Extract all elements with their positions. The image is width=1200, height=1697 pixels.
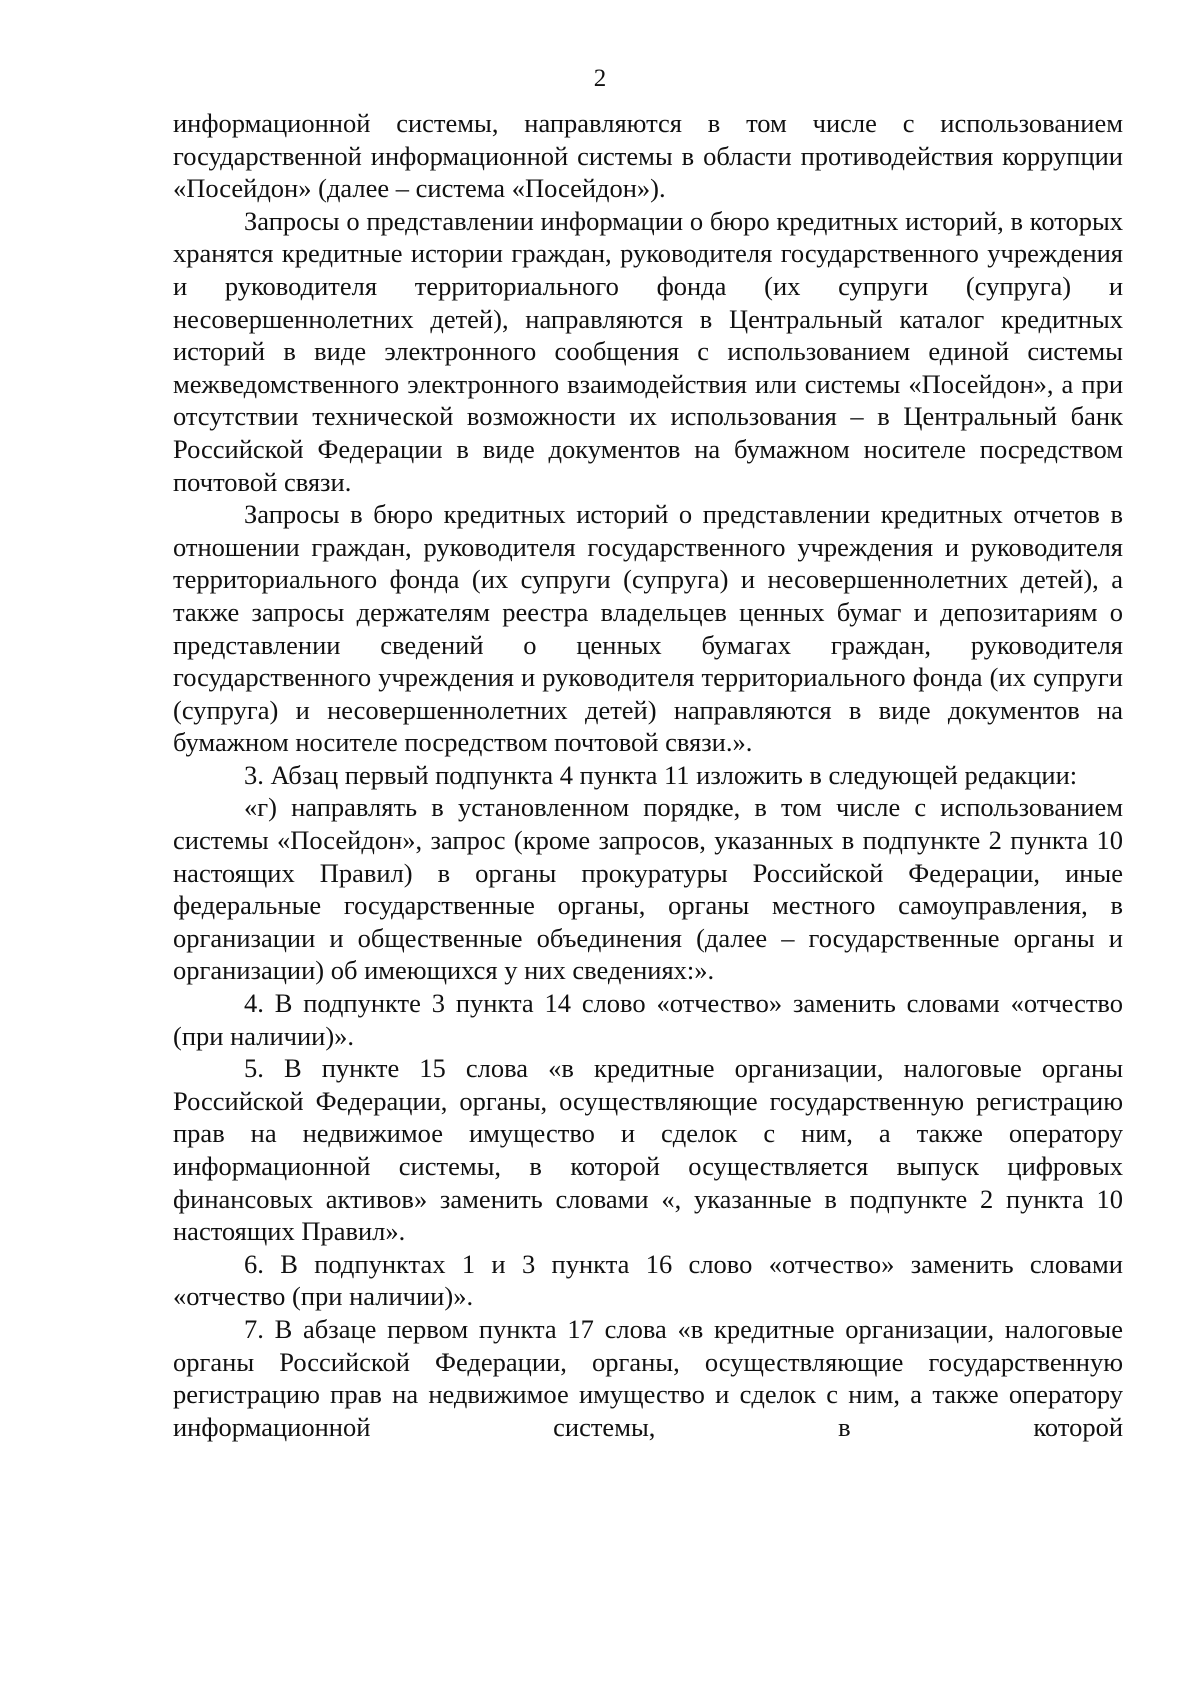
- paragraph-item-4: 4. В подпункте 3 пункта 14 слово «отчество» заменить словами «отчество (при наличии)».: [173, 988, 1123, 1051]
- document-body: [173, 107, 1123, 1443]
- paragraph-item-3-text: «г) направлять в установленном порядке, в том числе с использованием системы «Посейдон», запрос (кроме запросов, указанных в подпункте 2 пункта 10 настоящих Правил) в органы прокуратуры Российской Федерации, иные федеральные государственные органы, органы местного самоуправления, в организации и общественные объединения (далее – государственные органы и организации) об имеющихся у них сведениях:».: [173, 792, 1123, 986]
- paragraph-item-7: 7. В абзаце первом пункта 17 слова «в кредитные организации, налоговые органы Российской Федерации, органы, осуществляющие государственную регистрацию прав на недвижимое имущество и сделок с ним, а также оператору информационной системы, в которой: [173, 1313, 1123, 1442]
- page-number: 2: [593, 65, 607, 92]
- paragraph-item-5: 5. В пункте 15 слова «в кредитные организации, налоговые органы Российской Федерации, органы, осуществляющие государственную регистрацию прав на недвижимое имущество и сделок с ним, а также оператору информационной системы, в которой осуществляется выпуск цифровых финансовых активов» заменить словами «, указанные в подпункте 2 пункта 10 настоящих Правил».: [173, 1053, 1123, 1247]
- paragraph-item-6: 6. В подпунктах 1 и 3 пункта 16 слово «отчество» заменить словами «отчество (при наличии)».: [173, 1248, 1123, 1312]
- paragraph-credit-history-info-requests: Запросы о представлении информации о бюро кредитных историй, в которых хранятся кредитные истории граждан, руководителя государственного учреждения и руководителя территориального фонда (их супруги (супруга) и несовершеннолетних детей), направляются в Центральный каталог кредитных историй в виде электронного сообщения с использованием единой системы межведомственного электронного взаимодействия или системы «Посейдон», а при отсутствии технической возможности их использования – в Центральный банк Российской Федерации в виде документов на бумажном носителе посредством почтовой связи.: [173, 205, 1123, 497]
- paragraph-credit-report-requests: Запросы в бюро кредитных историй о представлении кредитных отчетов в отношении граждан, руководителя государственного учреждения и руководителя территориального фонда (их супруги (супруга) и несовершеннолетних детей), а также запросы держателям реестра владельцев ценных бумаг и депозитариям о представлении сведений о ценных бумагах граждан, руководителя государственного учреждения и руководителя территориального фонда (их супруги (супруга) и несовершеннолетних детей) направляются в виде документов на бумажном носителе посредством почтовой связи.».: [173, 499, 1123, 758]
- paragraph-continuation: информационной системы, направляются в том числе с использованием государственной информационной системы в области противодействия коррупции «Посейдон» (далее – система «Посейдон»).: [173, 108, 1123, 204]
- paragraph-item-3: 3. Абзац первый подпункта 4 пункта 11 изложить в следующей редакции:: [244, 759, 1078, 790]
